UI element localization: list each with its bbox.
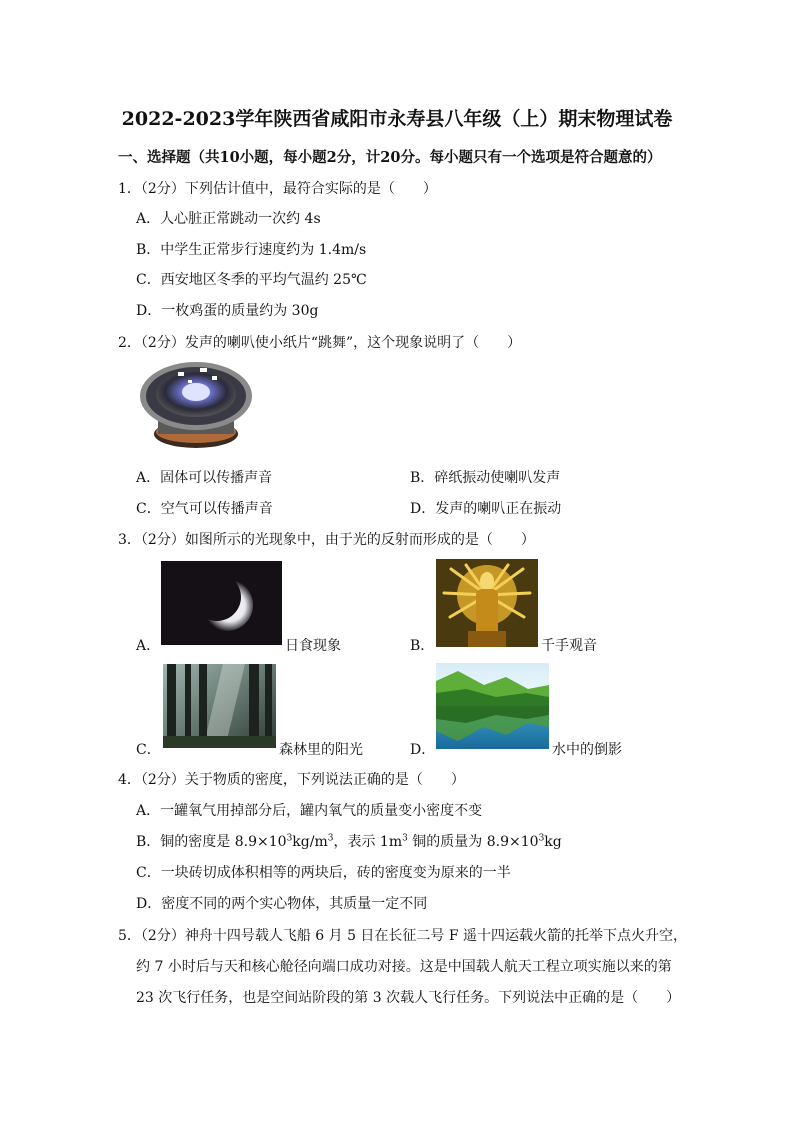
q1-option-d: D．一枚鸡蛋的质量约为 30g xyxy=(136,303,319,319)
q4-b-sup: 3 xyxy=(286,833,293,844)
question-5-line-3: 23 次飞行任务，也是空间站阶段的第 3 次载人飞行任务。下列说法中正确的是（ ） xyxy=(136,990,681,1006)
q3-option-b-letter: B． xyxy=(410,638,435,654)
q3-option-c-letter: C． xyxy=(136,742,161,758)
q4-b-part: B．铜的密度是 8.9×10 xyxy=(136,834,287,850)
solar-eclipse-image xyxy=(161,561,282,645)
q1-option-c: C．西安地区冬季的平均气温约 25℃ xyxy=(136,272,367,288)
q4-b-part: 铜的质量为 8.9×10 xyxy=(407,834,539,850)
q4-b-part: kg/m xyxy=(292,834,328,850)
q3-option-d-letter: D． xyxy=(410,742,436,758)
water-reflection-image xyxy=(436,663,549,749)
q2-option-b: B．碎纸振动使喇叭发声 xyxy=(410,470,561,486)
question-5-line-2: 约 7 小时后与天和核心舱径向端口成功对接。这是中国载人航天工程立项实施以来的第 xyxy=(136,959,672,975)
q4-option-d: D．密度不同的两个实心物体，其质量一定不同 xyxy=(136,896,428,912)
speaker-image xyxy=(138,356,254,458)
page-title: 2022-2023学年陕西省咸阳市永寿县八年级（上）期末物理试卷 xyxy=(121,108,673,130)
q3-option-a-caption: 日食现象 xyxy=(285,638,341,654)
q3-option-a-letter: A． xyxy=(136,638,161,654)
q2-option-c: C．空气可以传播声音 xyxy=(136,501,273,517)
question-5-line-1: 5．（2分）神舟十四号载人飞船 6 月 5 日在长征二号 F 遥十四运载火箭的托举下点火升空， xyxy=(118,928,688,944)
thousand-hand-guanyin-image xyxy=(436,559,538,647)
q4-b-sup: 3 xyxy=(327,833,334,844)
q4-option-b xyxy=(136,831,562,851)
q4-option-a: A．一罐氧气用掉部分后，罐内氧气的质量变小密度不变 xyxy=(136,803,483,819)
forest-sunlight-image xyxy=(163,664,276,748)
question-4-stem: 4．（2分）关于物质的密度，下列说法正确的是（ ） xyxy=(118,772,465,788)
q3-option-d-caption: 水中的倒影 xyxy=(552,742,622,758)
question-1-stem: 1．（2分）下列估计值中，最符合实际的是（ ） xyxy=(118,181,437,197)
q1-option-b: B．中学生正常步行速度约为 1.4m/s xyxy=(136,242,367,258)
section-heading: 一、选择题（共10小题，每小题2分，计20分。每小题只有一个选项是符合题意的） xyxy=(118,149,662,166)
q2-option-a: A．固体可以传播声音 xyxy=(136,470,273,486)
q4-b-sup: 3 xyxy=(538,833,545,844)
q2-option-d: D．发声的喇叭正在振动 xyxy=(410,501,562,517)
q3-option-c-caption: 森林里的阳光 xyxy=(279,742,363,758)
q4-b-part: kg xyxy=(544,834,562,850)
q3-option-b-caption: 千手观音 xyxy=(541,638,597,654)
q4-b-part: ，表示 1m xyxy=(333,834,403,850)
question-2-stem: 2．（2分）发声的喇叭使小纸片“跳舞”，这个现象说明了（ ） xyxy=(118,335,522,351)
question-3-stem: 3．（2分）如图所示的光现象中，由于光的反射而形成的是（ ） xyxy=(118,532,535,548)
q4-b-sup: 3 xyxy=(402,833,408,844)
q1-option-a: A．人心脏正常跳动一次约 4s xyxy=(136,211,321,227)
q4-option-c: C．一块砖切成体积相等的两块后，砖的密度变为原来的一半 xyxy=(136,865,511,881)
